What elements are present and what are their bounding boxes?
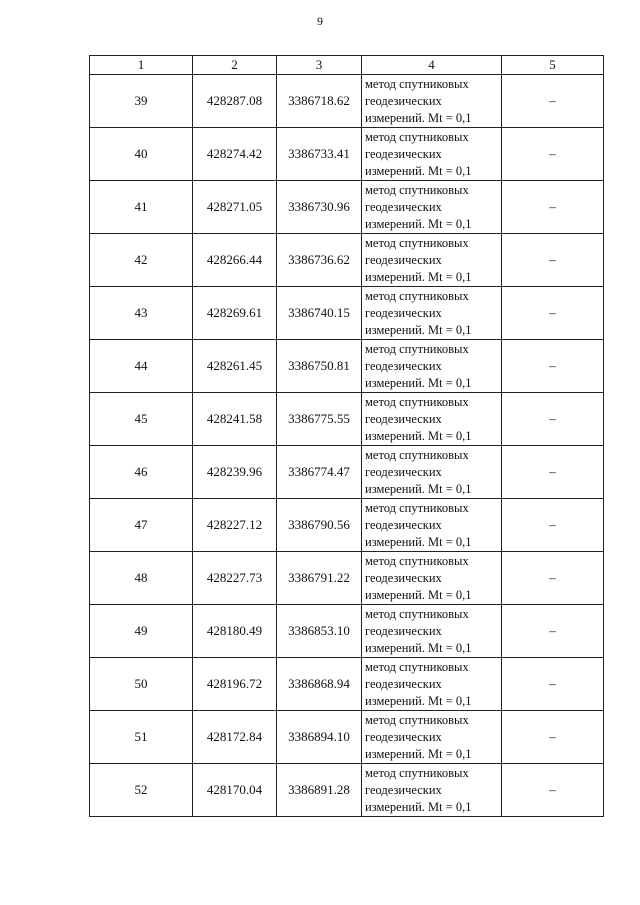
- table-row: [90, 764, 604, 817]
- point-number-cell: 47: [90, 499, 193, 552]
- method-line: геодезических: [365, 623, 442, 638]
- table-row: [90, 75, 604, 128]
- x-coordinate-cell: 428180.49: [193, 605, 277, 658]
- method-cell: [362, 181, 502, 234]
- method-line: измерений. Mt = 0,1: [365, 481, 472, 496]
- x-coordinate-cell: 428287.08: [193, 75, 277, 128]
- method-line: измерений. Mt = 0,1: [365, 746, 472, 761]
- x-coordinate-cell: 428172.84: [193, 711, 277, 764]
- table-row: [90, 287, 604, 340]
- method-line: метод спутниковых: [365, 765, 469, 780]
- point-number-cell: 48: [90, 552, 193, 605]
- table-row: [90, 234, 604, 287]
- method-line: измерений. Mt = 0,1: [365, 799, 472, 814]
- method-line: измерений. Mt = 0,1: [365, 693, 472, 708]
- method-line: измерений. Mt = 0,1: [365, 322, 472, 337]
- method-line: геодезических: [365, 411, 442, 426]
- method-cell: [362, 711, 502, 764]
- note-cell: –: [502, 75, 604, 128]
- method-line: геодезических: [365, 570, 442, 585]
- method-line: метод спутниковых: [365, 606, 469, 621]
- method-cell: [362, 446, 502, 499]
- method-cell: [362, 393, 502, 446]
- method-line: измерений. Mt = 0,1: [365, 587, 472, 602]
- point-number-cell: 43: [90, 287, 193, 340]
- method-line: метод спутниковых: [365, 712, 469, 727]
- method-line: геодезических: [365, 464, 442, 479]
- method-line: метод спутниковых: [365, 288, 469, 303]
- column-header-3: 3: [277, 56, 362, 75]
- note-cell: –: [502, 446, 604, 499]
- table-row: [90, 605, 604, 658]
- note-cell: –: [502, 181, 604, 234]
- point-number-cell: 50: [90, 658, 193, 711]
- table-header: [90, 56, 604, 75]
- x-coordinate-cell: 428239.96: [193, 446, 277, 499]
- method-line: геодезических: [365, 517, 442, 532]
- y-coordinate-cell: 3386718.62: [277, 75, 362, 128]
- table-row: [90, 552, 604, 605]
- point-number-cell: 44: [90, 340, 193, 393]
- x-coordinate-cell: 428269.61: [193, 287, 277, 340]
- method-cell: [362, 764, 502, 817]
- x-coordinate-cell: 428227.73: [193, 552, 277, 605]
- point-number-cell: 40: [90, 128, 193, 181]
- y-coordinate-cell: 3386853.10: [277, 605, 362, 658]
- note-cell: –: [502, 393, 604, 446]
- y-coordinate-cell: 3386790.56: [277, 499, 362, 552]
- method-cell: [362, 499, 502, 552]
- method-cell: [362, 340, 502, 393]
- method-line: геодезических: [365, 305, 442, 320]
- point-number-cell: 46: [90, 446, 193, 499]
- note-cell: –: [502, 340, 604, 393]
- method-line: геодезических: [365, 146, 442, 161]
- method-line: измерений. Mt = 0,1: [365, 428, 472, 443]
- method-line: измерений. Mt = 0,1: [365, 534, 472, 549]
- table-row: [90, 499, 604, 552]
- y-coordinate-cell: 3386736.62: [277, 234, 362, 287]
- method-line: метод спутниковых: [365, 394, 469, 409]
- method-line: геодезических: [365, 676, 442, 691]
- method-line: геодезических: [365, 729, 442, 744]
- x-coordinate-cell: 428170.04: [193, 764, 277, 817]
- table-row: [90, 446, 604, 499]
- method-line: измерений. Mt = 0,1: [365, 163, 472, 178]
- method-cell: [362, 287, 502, 340]
- table-body: [90, 75, 604, 817]
- header-row: [90, 56, 604, 75]
- point-number-cell: 39: [90, 75, 193, 128]
- x-coordinate-cell: 428241.58: [193, 393, 277, 446]
- method-cell: [362, 658, 502, 711]
- note-cell: –: [502, 128, 604, 181]
- table-row: [90, 181, 604, 234]
- method-line: метод спутниковых: [365, 447, 469, 462]
- x-coordinate-cell: 428271.05: [193, 181, 277, 234]
- y-coordinate-cell: 3386730.96: [277, 181, 362, 234]
- x-coordinate-cell: 428227.12: [193, 499, 277, 552]
- method-line: геодезических: [365, 93, 442, 108]
- method-line: метод спутниковых: [365, 341, 469, 356]
- method-cell: [362, 552, 502, 605]
- method-cell: [362, 75, 502, 128]
- method-cell: [362, 128, 502, 181]
- column-header-4: 4: [362, 56, 502, 75]
- x-coordinate-cell: 428196.72: [193, 658, 277, 711]
- method-line: измерений. Mt = 0,1: [365, 110, 472, 125]
- page-number: 9: [317, 14, 323, 28]
- y-coordinate-cell: 3386791.22: [277, 552, 362, 605]
- note-cell: –: [502, 605, 604, 658]
- column-header-2: 2: [193, 56, 277, 75]
- point-number-cell: 51: [90, 711, 193, 764]
- column-header-5: 5: [502, 56, 604, 75]
- table-row: [90, 128, 604, 181]
- y-coordinate-cell: 3386891.28: [277, 764, 362, 817]
- method-line: метод спутниковых: [365, 500, 469, 515]
- note-cell: –: [502, 658, 604, 711]
- y-coordinate-cell: 3386775.55: [277, 393, 362, 446]
- method-line: метод спутниковых: [365, 129, 469, 144]
- method-line: метод спутниковых: [365, 76, 469, 91]
- y-coordinate-cell: 3386774.47: [277, 446, 362, 499]
- y-coordinate-cell: 3386894.10: [277, 711, 362, 764]
- column-header-1: 1: [90, 56, 193, 75]
- point-number-cell: 52: [90, 764, 193, 817]
- method-cell: [362, 234, 502, 287]
- method-line: метод спутниковых: [365, 659, 469, 674]
- table-row: [90, 711, 604, 764]
- note-cell: –: [502, 711, 604, 764]
- method-line: измерений. Mt = 0,1: [365, 375, 472, 390]
- table-row: [90, 393, 604, 446]
- method-line: метод спутниковых: [365, 182, 469, 197]
- method-cell: [362, 605, 502, 658]
- method-line: геодезических: [365, 358, 442, 373]
- table-row: [90, 658, 604, 711]
- method-line: измерений. Mt = 0,1: [365, 269, 472, 284]
- method-line: геодезических: [365, 199, 442, 214]
- note-cell: –: [502, 499, 604, 552]
- x-coordinate-cell: 428261.45: [193, 340, 277, 393]
- y-coordinate-cell: 3386740.15: [277, 287, 362, 340]
- method-line: измерений. Mt = 0,1: [365, 216, 472, 231]
- point-number-cell: 42: [90, 234, 193, 287]
- table-row: [90, 340, 604, 393]
- x-coordinate-cell: 428266.44: [193, 234, 277, 287]
- method-line: метод спутниковых: [365, 235, 469, 250]
- x-coordinate-cell: 428274.42: [193, 128, 277, 181]
- coordinates-table: [89, 55, 604, 817]
- note-cell: –: [502, 764, 604, 817]
- note-cell: –: [502, 287, 604, 340]
- method-line: измерений. Mt = 0,1: [365, 640, 472, 655]
- point-number-cell: 41: [90, 181, 193, 234]
- y-coordinate-cell: 3386733.41: [277, 128, 362, 181]
- method-line: метод спутниковых: [365, 553, 469, 568]
- y-coordinate-cell: 3386868.94: [277, 658, 362, 711]
- method-line: геодезических: [365, 782, 442, 797]
- note-cell: –: [502, 234, 604, 287]
- y-coordinate-cell: 3386750.81: [277, 340, 362, 393]
- method-line: геодезических: [365, 252, 442, 267]
- point-number-cell: 49: [90, 605, 193, 658]
- point-number-cell: 45: [90, 393, 193, 446]
- note-cell: –: [502, 552, 604, 605]
